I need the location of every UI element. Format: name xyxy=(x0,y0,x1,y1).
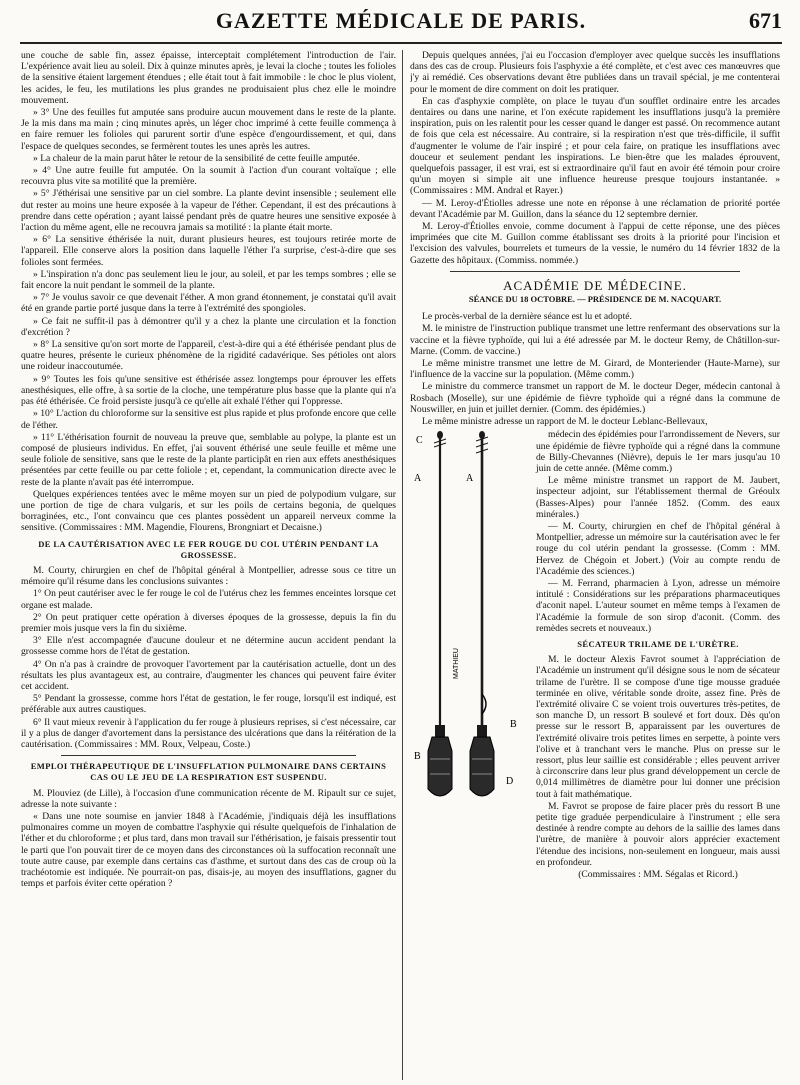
paragraph: Le même ministre transmet un rapport de M. Jaubert, inspecteur adjoint, sur l'établissement thermal de Gréoulx (Basses-Alpes) pour l'année 1852. (Comm. des eaux minérales.) xyxy=(536,475,780,520)
paragraph: 6° Il vaut mieux revenir à l'application du fer rouge à plusieurs reprises, si c'est nécessaire, car il y a plus de danger d'avortement dans la persistance des ulcérations que dans la réitération de la cautérisation. (Commissaires : MM. Roux, Velpeau, Coste.) xyxy=(21,716,396,750)
paragraph: Le même ministre adresse un rapport de M. le docteur Leblanc-Bellevaux, xyxy=(422,416,708,428)
paragraph: Le même ministre transmet une lettre de M. Girard, de Monteriender (Haute-Marne), sur l'influence de la vaccine sur la population. (Même comm.) xyxy=(410,358,780,381)
instrument-olive xyxy=(437,431,443,439)
left-column xyxy=(21,50,396,1080)
label-a-second: A xyxy=(466,473,474,485)
column-divider xyxy=(402,50,403,1080)
paragraph: 2° On peut pratiquer cette opération à diverses époques de la grossesse, depuis la fin du premier mois jusque vers la fin du sixième. xyxy=(21,611,396,634)
paragraph: — M. Courty, chirurgien en chef de l'hôpital général à Montpellier, adresse un mémoire sur la cautérisation avec le fer rouge du col utérin pendant la grossesse. (Comm : MM. Hervez de Chégoin et Jobert.) (Voir au compte rendu de l'Académie des sciences.) xyxy=(536,520,780,577)
blade-mark xyxy=(476,437,488,453)
paragraph: Depuis quelques années, j'ai eu l'occasion d'employer avec quelque succès les insufflations dans des cas de croup. Plusieurs fois l'asphyxie a été complète, et c'est avec ces manœuvres que j'y ai remédié. Ces observations devant être publiées dans un travail spécial, je me contenterai pour le moment de dire comment on doit les pratiquer. xyxy=(410,50,780,95)
paragraph: — M. Leroy-d'Étiolles adresse une note en réponse à une réclamation de priorité portée devant l'Académie par M. Guillon, dans la séance du 12 septembre dernier. xyxy=(410,197,780,220)
paragraph: M. Favrot se propose de faire placer près du ressort B une petite tige graduée perpendiculaire à l'instrument ; elle sera destinée à rendre compte au dehors de la saillie des lames dans l'urètre, de manière à pouvoir alors apprécier exactement l'étendue des incisions, non-seulement en longueur, mais aussi en profondeur. xyxy=(536,800,780,868)
paragraph: M. Plouviez (de Lille), à l'occasion d'une communication récente de M. Ripault sur ce sujet, adresse la note suivante : xyxy=(21,787,396,810)
figure-block xyxy=(410,429,780,881)
commission-line: (Commissaires : MM. Ségalas et Ricord.) xyxy=(578,869,738,881)
paragraph: 3° Elle n'est accompagnée d'aucune douleur et ne détermine aucun accident pendant la grossesse comme hors de l'état de gestation. xyxy=(21,635,396,658)
paragraph: Le ministre du commerce transmet un rapport de M. le docteur Deger, médecin cantonal à Rosbach (Moselle), sur une épidémie de fièvre typhoïde qui a régné dans la commune de Nouswiller, en juin et juillet dernier. (Comm. des épidémies.) xyxy=(410,381,780,415)
paragraph: M. le docteur Alexis Favrot soumet à l'appréciation de l'Académie un instrument qu'il désigne sous le nom de sécateur trilame de l'urètre. Il se compose d'une tige mousse graduée terminée en olive, véritable sonde droite, assez fine. Près de l'extrémité olivaire C se voient trois ouvertures très-petites, de son manche D, un ressort B soulevé et fort doux. Dès qu'on presse sur le ressort B, apparaissent par les ouvertures de l'extrémité olivaire trois petites limes en serpette, à pointe vers l'olive et à tranchant vers le manche. Plus on presse sur le ressort, plus leur saillie est considérable ; elles peuvent arriver à circonscrire dans leur plus grand développement un cercle de 0,014 millimètres de diamètre pour lui donner une précision tout à fait mathématique. xyxy=(536,654,780,800)
urethrotome-illustration xyxy=(410,429,532,805)
paragraph: M. Leroy-d'Étiolles envoie, comme document à l'appui de cette réponse, une des pièces imprimées que cite M. Guillon comme établissant ses droits à la priorité pour l'incision et l'excision des valvules, bourrelets et tumeurs de la vessie, le numéro du 14 février 1832 de la Gazette des hôpitaux. (Commiss. nommée.) xyxy=(410,221,780,266)
section-rule xyxy=(450,271,740,272)
paragraph: » 11° L'éthérisation fournit de nouveau la preuve que, semblable au polype, la plante est un composé de plusieurs individus. En effet, j'ai souvent éthérisé une seule feuille et même une seule foliole de sensitive, sans que le reste de la plante participât en rien aux effets anesthésiques présentées par cette feuille ou par cette foliole ; et, cependant, la communication directe avec le reste de la plante n'avait pas été interrompue. xyxy=(21,431,396,488)
label-b-second: B xyxy=(414,751,421,763)
journal-title: GAZETTE MÉDICALE DE PARIS. xyxy=(215,8,587,33)
label-d: D xyxy=(506,776,514,788)
paragraph: M. Courty, chirurgien en chef de l'hôpital général à Montpellier, adresse sous ce titre un mémoire qu'il résume dans les conclusions suivantes : xyxy=(21,564,396,588)
figure-side-text xyxy=(536,429,780,881)
paragraph: » Ce fait ne suffit-il pas à démontrer qu'il y a chez la plante une circulation et la fonction d'excrétion ? xyxy=(21,315,396,338)
instrument-collar xyxy=(477,725,487,737)
urethrotome-figure xyxy=(410,429,532,805)
paragraph: 4° On n'a pas à craindre de provoquer l'avortement par la cautérisation actuelle, dont un des résultats les plus avantageux est, au contraire, d'augmenter les chances qui peuvent faire éviter cet accident. xyxy=(21,658,396,692)
paragraph: — M. Ferrand, pharmacien à Lyon, adresse un mémoire intitulé : Considérations sur les préparations pharmaceutiques d'aconit napel. L'auteur soumet en même temps à l'examen de l'Académie la formule de son sirop d'aconit. (Comm. des remèdes secrets et nouveaux.) xyxy=(536,577,780,634)
paragraph: » 7° Je voulus savoir ce que devenait l'éther. A mon grand étonnement, je constatai qu'il avait été en grande partie porté jusque dans la terre à l'extrémité des spongioles. xyxy=(21,292,396,315)
paragraph: 5° Pendant la grossesse, comme hors l'état de gestation, le fer rouge, lorsqu'il est indiqué, est préférable aux autres caustiques. xyxy=(21,693,396,716)
academy-title: ACADÉMIE DE MÉDECINE. xyxy=(503,277,687,293)
right-column xyxy=(410,50,780,1080)
paragraph: » 4° Une autre feuille fut amputée. On la soumit à l'action d'un courant voltaïque ; elle recouvra plus vite sa motilité que la première. xyxy=(21,165,396,188)
paragraph: médecin des épidémies pour l'arrondissement de Nevers, sur une épidémie de fièvre typhoïde qui a régné dans la commune de Billy-Chevannes (Nièvre), depuis le 1er mars jusqu'au 10 juin de cette année. (Même comm.) xyxy=(536,429,780,474)
section-title: EMPLOI THÉRAPEUTIQUE DE L'INSUFFLATION PULMONAIRE DANS CERTAINS CAS OU LE JEU DE LA RESPIRATION EST SUSPENDU. xyxy=(30,761,387,783)
instrument-collar xyxy=(435,725,445,737)
instrument-handle xyxy=(428,737,452,796)
paragraph: « Dans une note soumise en janvier 1848 à l'Académie, j'indiquais déjà les insufflations pulmonaires comme un moyen de combattre l'asphyxie qui résulte quelquefois de l'inhalation de l'éther et du chloroforme ; et plus tard, dans mon travail sur l'éthérisation, je faisais pressentir tout le parti que l'on pouvait tirer de ce moyen dans des circonstances où la suffocation reconnaît une toute autre cause, par exemple dans certains cas d'asthme, et surtout dans des cas de croup où la trachéotomie est indiquée. Ne pourrait-on pas, disais-je, au moyen des insufflations, gagner du temps et parfois éviter cette opération ? xyxy=(21,811,396,890)
paragraph: » 3° Une des feuilles fut amputée sans produire aucun mouvement dans le reste de la plante. Je la mis dans ma main ; cinq minutes après, un léger choc imprimé à cette feuille commença à en faire remuer les folioles qui parurent sortir d'une espèce d'engourdissement, et qui, dans l'espace de quelques secondes, se fermèrent toutes les unes après les autres. xyxy=(21,107,396,152)
paragraph: » 8° La sensitive qu'on sort morte de l'appareil, c'est-à-dire qui a été éthérisée pendant plus de quatre heures, présente le curieux phénomène de la rigidité cadavérique. Ses pétioles ont alors une roideur inaccoutumée. xyxy=(21,339,396,373)
label-c: C xyxy=(416,435,423,447)
paragraph: En cas d'asphyxie complète, on place le tuyau d'un soufflet ordinaire entre les arcades dentaires ou dans une narine, et l'on exécute rapidement les insufflations jusqu'à la première inspiration, puis on les ralentit pour les cesser quand le danger est passé. On recommence autant de fois que cela est nécessaire. Au contraire, si la respiration n'est que très-difficile, il suffit d'augmenter le volume de l'air inspiré ; et pour cela faire, on pratique les insufflations avec douceur et seulement pendant les inspirations. Le bien-être que les malades éprouvent, quelquefois passager, il est vrai, est si extraordinaire qu'il faut en avoir été témoin pour croire qu'un moyen si simple ait une influence heureuse presque toujours instantanée. » (Commissaires : MM. Andral et Rayer.) xyxy=(410,95,780,197)
section-title: SÉCATEUR TRILAME DE L'URÈTRE. xyxy=(577,638,739,649)
label-b: B xyxy=(510,719,517,731)
paragraph: 1° On peut cautériser avec le fer rouge le col de l'utérus chez les femmes enceintes lorsque cet organe est malade. xyxy=(21,588,396,611)
paragraph: Quelques expériences tentées avec le même moyen sur un pied de polypodium vulgare, sur une portion de tige de chara vulgaris, et sur les poils de certains begonia, de quelques borraginées, etc., l'ont convaincu que ces plantes possèdent un appareil nerveux comme la sensitive. (Commissaires : MM. Magendie, Flourens, Brongniart et Decaisne.) xyxy=(21,488,396,534)
paragraph: M. le ministre de l'instruction publique transmet une lettre renfermant des observations sur la vaccine et la fièvre typhoïde, qui lui a été adressée par M. le docteur Remy, de Châtillon-sur-Marne. (Comm. de vaccine.) xyxy=(410,323,780,357)
paragraph: Le procès-verbal de la dernière séance est lu et adopté. xyxy=(422,311,632,323)
section-rule xyxy=(61,755,356,756)
paragraph: » 5° J'éthérisai une sensitive par un ciel sombre. La plante devint insensible ; seulement elle dut rester au moins une heure exposée à la vapeur de l'éther. Cependant, il est des précautions à prendre dans cette opération ; ayant laissé pendant près de quatre heures une sensitive exposée à l'action du même agent, elle ne recouvra jamais sa motilité : la plante était morte. xyxy=(21,188,396,234)
paragraph: » 9° Toutes les fois qu'une sensitive est éthérisée assez longtemps pour éprouver les effets anesthésiques, elle offre, à sa sortie de la cloche, une température plus basse que la plante qui n'a pas été éthérisée. Ce froid persiste jusqu'à ce qu'elle ait exhalé l'éther qui l'oppresse. xyxy=(21,373,396,408)
label-a: A xyxy=(414,473,422,485)
section-title: DE LA CAUTÉRISATION AVEC LE FER ROUGE DU COL UTÉRIN PENDANT LA GROSSESSE. xyxy=(38,538,379,560)
paragraph: » L'inspiration n'a donc pas seulement lieu le jour, au soleil, et par les temps sombres ; elle se fait encore la nuit pendant le sommeil de la plante. xyxy=(21,268,396,292)
paragraph: une couche de sable fin, assez épaisse, interceptait complétement l'introduction de l'air. L'expérience avait lieu au soleil. Dix à quinze minutes après, je levai la cloche ; toutes les folioles de la sensitive étaient largement étendues ; elle était tout à fait immobile : le choc le plus violent, les acides, le feu, les mutilations les plus grandes ne produisaient plus chez elle le moindre mouvement. xyxy=(21,50,396,106)
paragraph: » La chaleur de la main parut hâter le retour de la sensibilité de cette feuille amputée. xyxy=(33,152,360,164)
page-header xyxy=(20,4,782,44)
paragraph: » 6° La sensitive éthérisée la nuit, durant plusieurs heures, est toujours retirée morte de l'appareil. Elle conserve alors la position dans laquelle l'éther l'a surprise, c'est-à-dire que ses folioles sont fermées. xyxy=(21,234,396,268)
session-heading: SÉANCE DU 18 OCTOBRE. — PRÉSIDENCE DE M. NACQUART. xyxy=(468,294,722,305)
maker-mark: MATHIEU xyxy=(453,648,460,680)
paragraph: » 10° L'action du chloroforme sur la sensitive est plus rapide et plus profonde encore que celle de l'éther. xyxy=(21,408,396,431)
instrument-handle xyxy=(470,737,494,796)
page-number: 671 xyxy=(749,8,782,33)
